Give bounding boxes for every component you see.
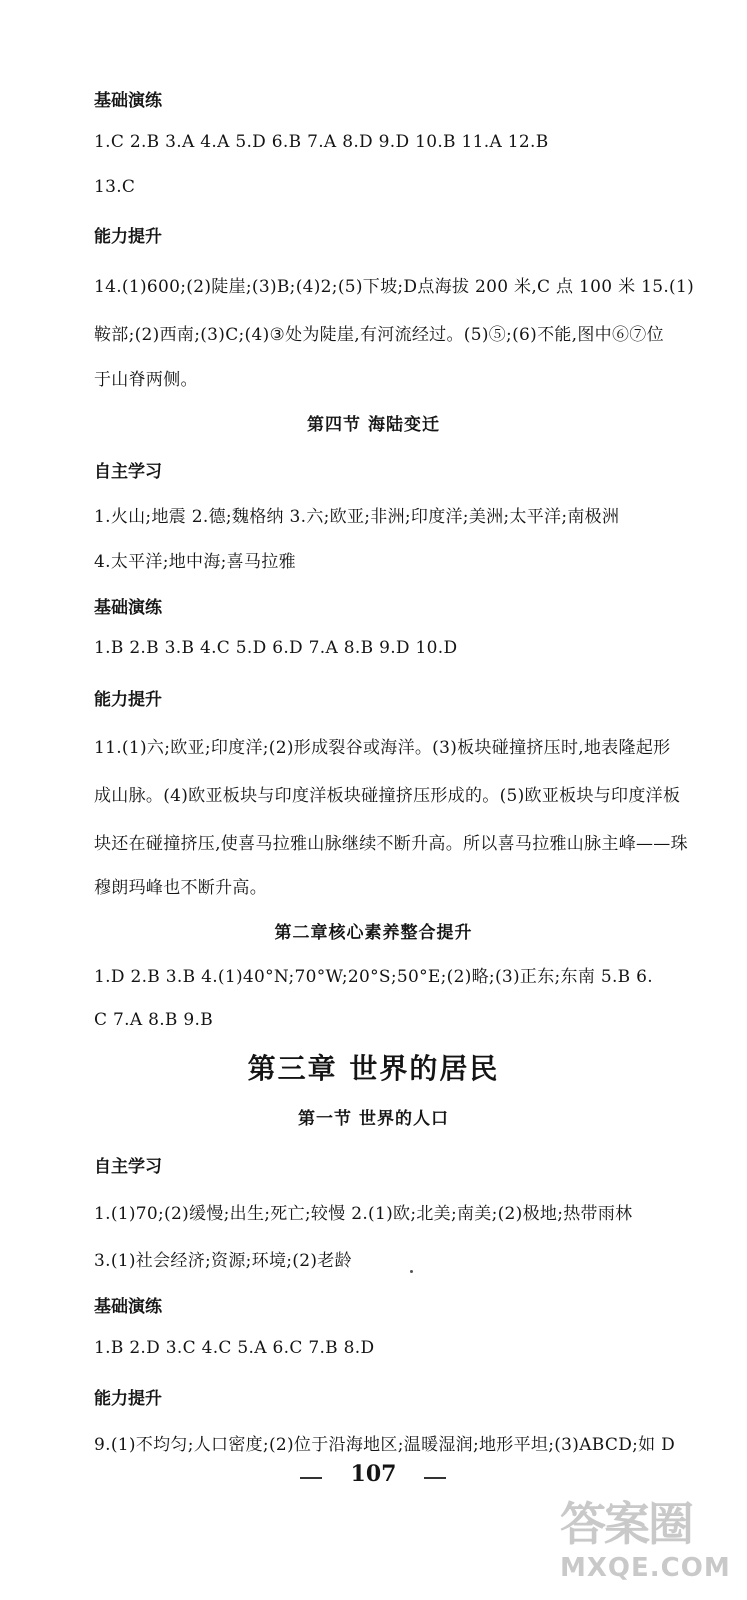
page-number-dash-right <box>424 1477 446 1479</box>
section-title-chapter2-summary: 第二章核心素养整合提升 <box>274 923 473 943</box>
answer-line: 1.火山;地震 2.德;魏格纳 3.六;欧亚;非洲;印度洋;美洲;太平洋;南极洲 <box>94 507 620 527</box>
answer-line: C 7.A 8.B 9.B <box>94 1010 214 1030</box>
answer-line: 穆朗玛峰也不断升高。 <box>94 878 267 898</box>
heading-basic-practice-1: 基础演练 <box>94 91 162 111</box>
heading-ability-1: 能力提升 <box>94 227 162 247</box>
heading-basic-practice-2: 基础演练 <box>94 598 162 618</box>
watermark-url: MXQE.COM <box>560 1553 731 1583</box>
heading-ability-4: 能力提升 <box>94 1389 162 1409</box>
answer-line: 鞍部;(2)西南;(3)C;(4)③处为陡崖,有河流经过。(5)⑤;(6)不能,图中⑥⑦位 <box>94 325 664 345</box>
heading-ability-2: 能力提升 <box>94 690 162 710</box>
answer-line: 13.C <box>94 177 136 197</box>
heading-basic-practice-4: 基础演练 <box>94 1297 162 1317</box>
answer-line: 1.C 2.B 3.A 4.A 5.D 6.B 7.A 8.D 9.D 10.B 11.A 12.B <box>94 132 549 152</box>
heading-self-study-2: 自主学习 <box>94 462 162 482</box>
answer-line: 14.(1)600;(2)陡崖;(3)B;(4)2;(5)下坡;D点海拔 200 米,C 点 100 米 15.(1) <box>94 277 695 297</box>
answer-line: 3.(1)社会经济;资源;环境;(2)老龄 <box>94 1251 352 1271</box>
chapter-title: 第三章 世界的居民 <box>247 1052 500 1085</box>
answer-line: 9.(1)不均匀;人口密度;(2)位于沿海地区;温暖湿润;地形平坦;(3)ABCD;如 D <box>94 1435 676 1455</box>
print-speck <box>410 1270 413 1273</box>
answer-line: 1.B 2.D 3.C 4.C 5.A 6.C 7.B 8.D <box>94 1338 375 1358</box>
section-title-land-sea-change: 第四节 海陆变迁 <box>307 415 440 435</box>
answer-line: 1.B 2.B 3.B 4.C 5.D 6.D 7.A 8.B 9.D 10.D <box>94 638 458 658</box>
answer-line: 1.(1)70;(2)缓慢;出生;死亡;较慢 2.(1)欧;北美;南美;(2)极地;热带雨林 <box>94 1204 633 1224</box>
section-title-world-population: 第一节 世界的人口 <box>298 1109 449 1129</box>
answer-line: 4.太平洋;地中海;喜马拉雅 <box>94 552 296 572</box>
watermark-logo: 答案圈 <box>560 1497 692 1551</box>
answer-line: 块还在碰撞挤压,使喜马拉雅山脉继续不断升高。所以喜马拉雅山脉主峰——珠 <box>94 834 688 854</box>
answer-line: 于山脊两侧。 <box>94 370 198 390</box>
answer-line: 成山脉。(4)欧亚板块与印度洋板块碰撞挤压形成的。(5)欧亚板块与印度洋板 <box>94 786 681 806</box>
answer-line: 1.D 2.B 3.B 4.(1)40°N;70°W;20°S;50°E;(2)略;(3)正东;东南 5.B 6. <box>94 967 653 987</box>
heading-self-study-4: 自主学习 <box>94 1157 162 1177</box>
answer-line: 11.(1)六;欧亚;印度洋;(2)形成裂谷或海洋。(3)板块碰撞挤压时,地表隆起形 <box>94 738 671 758</box>
page-number: 107 <box>350 1461 397 1487</box>
